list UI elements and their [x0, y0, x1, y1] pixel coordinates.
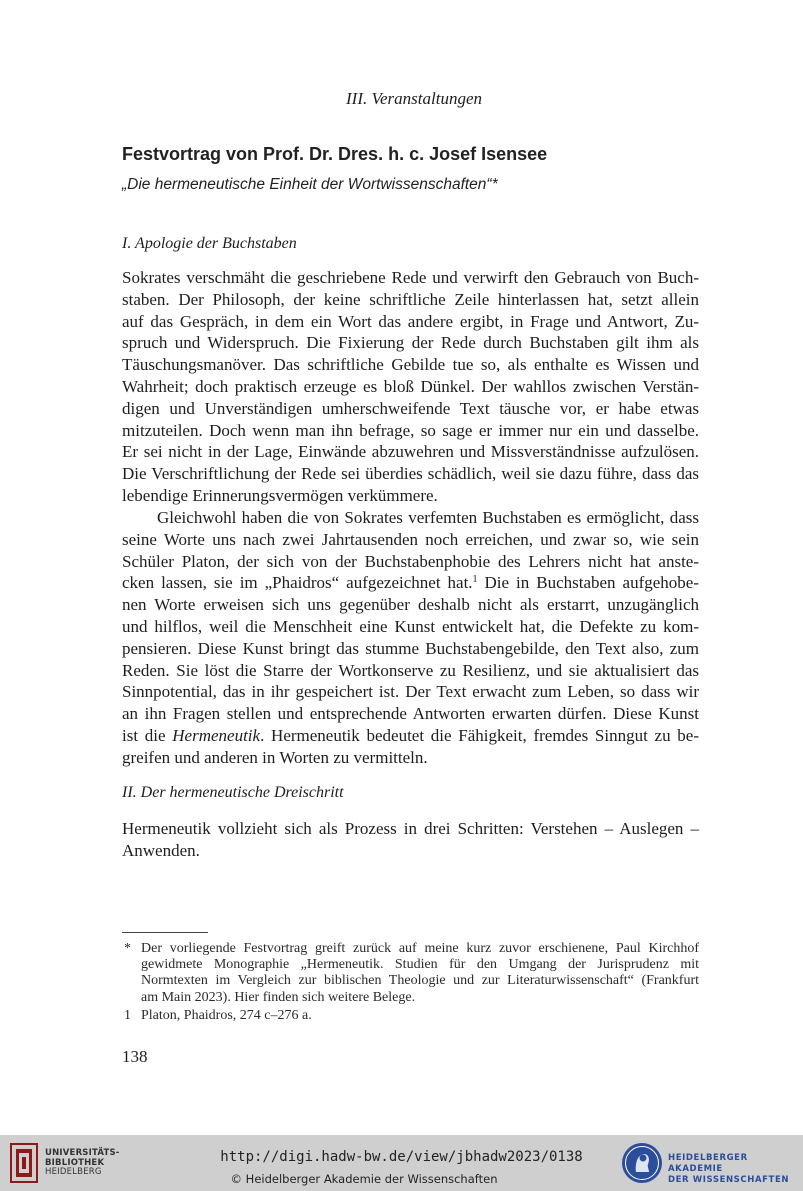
text-line: am Main 2023). Hier finden sich weitere Belege.	[141, 989, 416, 1005]
running-head: III. Veranstaltungen	[346, 89, 482, 108]
section-heading-1: I. Apologie der Buchstaben	[122, 235, 297, 252]
text-line: Gleichwohl haben die von Sokrates verfemten Buchstaben es ermöglicht, dass	[157, 508, 699, 527]
footnote-mark: 1	[124, 1008, 131, 1023]
emphasis-hermeneutik: Hermeneutik	[172, 725, 261, 745]
text-line	[122, 572, 699, 594]
footnote-mark: *	[124, 941, 131, 956]
text-line: Täuschungsmanöver. Das schriftliche Gebilde tue so, als enthalte es Wissen und	[122, 355, 699, 375]
copyright-notice: © Heidelberger Akademie der Wissenschaften	[230, 1172, 498, 1186]
text-line: greifen und anderen in Worten zu vermitteln.	[122, 747, 428, 767]
library-name-line: HEIDELBERG	[45, 1167, 102, 1177]
text-segment: cken lassen, sie im „Phaidros“ aufgezeichnet hat.	[122, 573, 473, 593]
text-line: lebendige Erinnerungsvermögen verkümmere.	[122, 485, 438, 505]
text-line: nen Worte erweisen sich uns gegenüber deshalb nicht als erstarrt, unzugänglich	[122, 595, 699, 615]
footnote-text	[141, 941, 699, 1006]
text-line: digen und Unverständigen umherschweifende Text täusche vor, er habe etwas	[122, 398, 699, 418]
text-line: und hilflos, weil die Menschheit eine Kunst entwickelt hat, die Defekte zu kom-	[122, 616, 699, 636]
text-line: Anwenden.	[122, 840, 200, 860]
text-line: an ihn Fragen stellen und entsprechende Antworten erwarten dürfen. Diese Kunst	[122, 704, 699, 724]
text-line: Sinnpotential, das in ihr gespeichert ist. Der Text erwacht zum Leben, so dass wir	[122, 682, 699, 702]
footnote-star	[122, 941, 699, 1006]
text-segment: . Hermeneutik bedeutet die Fähigkeit, fremdes Sinngut zu be-	[260, 725, 699, 745]
footnote-reference-1[interactable]: 1	[472, 574, 478, 586]
text-line: Er sei nicht in der Lage, Einwände abzuwehren und Missverständnisse aufzulösen.	[122, 442, 699, 462]
text-line: Hermeneutik vollzieht sich als Prozess in drei Schritten: Verstehen – Auslegen –	[122, 819, 699, 838]
page-number: 138	[122, 1047, 148, 1066]
text-line: pensieren. Diese Kunst bringt das stumme Buchstabengebilde, den Text also, zum	[122, 638, 699, 658]
academy-name-line: HEIDELBERGER AKADEMIE	[668, 1153, 748, 1174]
text-line: Die Verschriftlichung der Rede sei überdies schädlich, weil sie dazu führe, dass das	[122, 464, 699, 484]
library-name-line: BIBLIOTHEK	[45, 1157, 105, 1168]
text-line: Reden. Sie löst die Starre der Wortkonserve zu Resilienz, und sie aktualisiert das	[122, 660, 699, 680]
paragraph-apologie-1	[122, 267, 699, 507]
section-heading-2: II. Der hermeneutische Dreischritt	[122, 784, 344, 801]
text-line: auf das Gespräch, in dem ein Wort das andere ergibt, in Frage und Antwort, Zu-	[122, 311, 699, 331]
text-line: Der vorliegende Festvortrag greift zurück auf meine kurz zuvor erschienene, Paul Kirchhof	[141, 941, 699, 956]
text-line: gewidmete Monographie „Hermeneutik. Studien für den Umgang der Jurisprudenz mit	[141, 957, 699, 973]
talk-subtitle: „Die hermeneutische Einheit der Wortwissenschaften“*	[122, 176, 498, 193]
footnote-divider	[122, 932, 208, 933]
text-line: staben. Der Philosoph, der keine schriftliche Zeile hinterlassen hat, setzt allein	[122, 289, 699, 309]
text-line: Normtexten im Vergleich zur biblischen Theologie und zur Literaturwissenschaft“ (Frankfurt	[141, 973, 699, 989]
library-name-line: UNIVERSITÄTS-	[45, 1148, 120, 1158]
text-line: mitzuteilen. Doch wenn man ihn befrage, so sage er immer nur ein und dasselbe.	[122, 420, 699, 440]
permalink-url[interactable]: http://digi.hadw-bw.de/view/jbhadw2023/0138	[220, 1149, 583, 1165]
footnote-1	[122, 1008, 699, 1024]
text-line: spruch und Widerspruch. Die Fixierung der Rede durch Buchstaben gilt ihm als	[122, 333, 699, 353]
text-line: Schüler Platon, der sich von der Buchstabenphobie des Lehrers nicht hat anste-	[122, 551, 699, 571]
paragraph-apologie-2	[122, 507, 699, 769]
text-segment: ist die	[122, 725, 173, 745]
text-segment: Die in Buchstaben aufgehobe-	[477, 573, 699, 593]
text-line: seine Worte uns nach zwei Jahrtausenden noch erreichen, und zwar so, wie sein	[122, 529, 699, 549]
paragraph-dreischritt	[122, 818, 699, 862]
text-line: Wahrheit; doch praktisch erzeuge es bloß Dünkel. Der wahllos zwischen Verstän-	[122, 376, 699, 396]
academy-name-line: DER WISSENSCHAFTEN	[668, 1175, 790, 1185]
text-line	[122, 725, 699, 747]
academy-seal-icon[interactable]	[620, 1140, 664, 1186]
footnote-text: Platon, Phaidros, 274 c–276 a.	[141, 1008, 312, 1023]
academy-name	[668, 1153, 803, 1186]
talk-title: Festvortrag von Prof. Dr. Dres. h. c. Josef Isensee	[122, 144, 548, 164]
text-line: Sokrates verschmäht die geschriebene Rede und verwirft den Gebrauch von Buch-	[122, 268, 699, 287]
